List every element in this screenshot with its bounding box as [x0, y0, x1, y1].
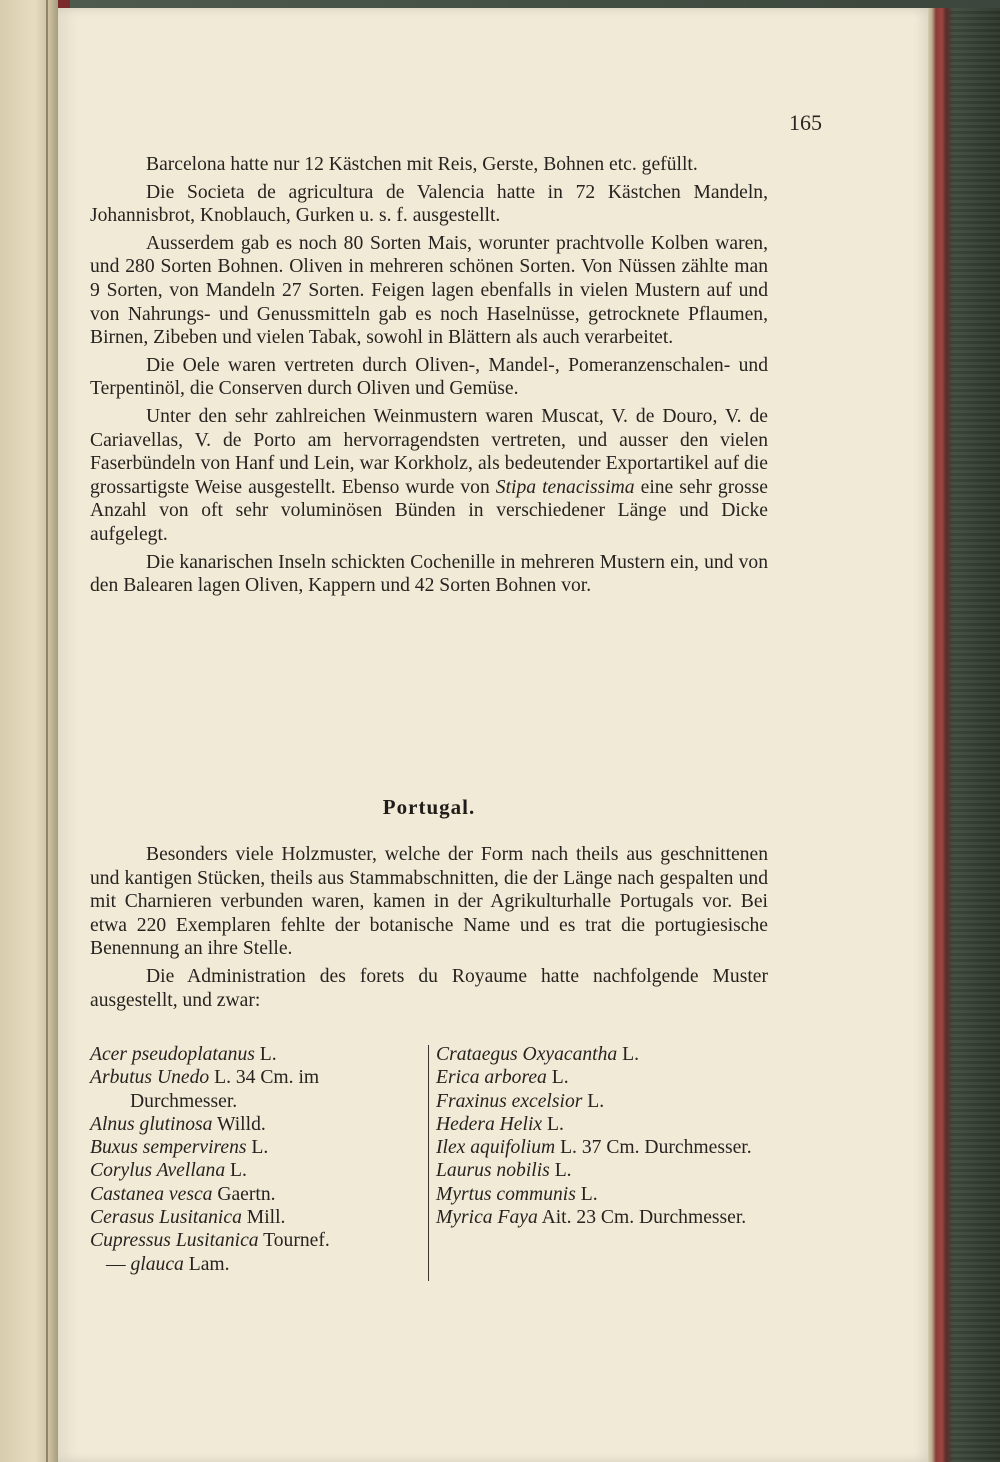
species-entry — [90, 1229, 428, 1252]
species-name: Acer pseudoplatanus — [90, 1044, 255, 1065]
species-entry — [436, 1183, 770, 1206]
species-name: Hedera Helix — [436, 1113, 543, 1135]
body-text — [90, 153, 768, 602]
species-name: Myrtus communis — [436, 1183, 576, 1205]
species-author: L. — [582, 1090, 605, 1112]
species-author: Tournef. — [258, 1230, 330, 1252]
species-entry — [90, 1253, 428, 1276]
species-author: L. — [546, 1067, 569, 1089]
species-name: Erica arborea — [436, 1067, 547, 1089]
section-heading: Portugal. — [382, 795, 476, 819]
species-author: L. — [575, 1183, 598, 1205]
species-entry — [436, 1159, 770, 1182]
species-list — [90, 1043, 770, 1283]
species-name: Fraxinus excelsior — [436, 1090, 583, 1112]
species-name: Cupressus Lusitanica — [90, 1230, 259, 1252]
species-author: L. — [254, 1044, 277, 1065]
paragraph: Barcelona hatte nur 12 Kästchen mit Reis, Gerste, Bohnen etc. gefüllt. — [146, 154, 698, 175]
species-entry — [90, 1136, 428, 1159]
species-author: L. — [225, 1160, 247, 1182]
species-author: L. — [246, 1137, 269, 1159]
paragraph: Die Administration des forets du Royaume hatte nachfolgende Muster ausgestellt, und zwar: — [90, 965, 768, 1011]
page-number: 165 — [789, 110, 822, 135]
species-name: Buxus sempervirens — [90, 1137, 247, 1159]
paragraph: Ausserdem gab es noch 80 Sorten Mais, worunter prachtvolle Kolben waren, und 280 Sorten Bohnen. Oliven in mehreren schönen Sorten. Von Nüssen zählte man 9 Sorten, von Mandeln 27 Sorten. Feigen lagen ebenfalls in vielen Mustern auf und von Nahrungs- und Genussmitteln gab es noch Haselnüsse, getrocknete Pflaumen, Birnen, Zibeben und vielen Tabak, sowohl in Blättern als auch verarbeitet. — [90, 232, 768, 349]
species-author: L. 34 Cm. im Durchmesser. — [130, 1067, 320, 1112]
species-entry — [436, 1090, 770, 1113]
paragraph: Die Societa de agricultura de Valencia hatte in 72 Kästchen Mandeln, Johannisbrot, Knoblauch, Gurken u. s. f. ausgestellt. — [90, 181, 768, 227]
paragraph: Die Oele waren vertreten durch Oliven-, Mandel-, Pomeranzenschalen- und Terpentinöl, die Conserven durch Oliven und Gemüse. — [90, 354, 768, 400]
book-fore-edge — [928, 8, 1000, 1462]
text-run: Unter den sehr zahlreichen Weinmustern waren Muscat, V. de Douro, V. de Cariavellas, V. de Porto am hervorragendsten vertreten, und ausser den vielen Faserbündeln von Hanf und Lein, war Korkholz, als bedeutender Exportartikel auf die grossartigste Weise ausgestellt. Ebenso wurde von — [90, 405, 768, 498]
species-name: Stipa tenacissima — [495, 476, 635, 498]
species-entry — [436, 1113, 770, 1136]
species-name: Crataegus Oxyacantha — [436, 1044, 618, 1065]
species-author: L. 37 Cm. Durchmesser. — [555, 1137, 752, 1159]
book-gutter — [0, 0, 58, 1462]
paragraph: Die kanarischen Inseln schickten Cochenille in mehreren Mustern ein, und von den Balearen lagen Oliven, Kappern und 42 Sorten Bohnen vor. — [90, 551, 768, 597]
species-author: Willd. — [212, 1113, 266, 1135]
species-name: Laurus nobilis — [436, 1160, 550, 1182]
species-name: glauca — [130, 1253, 184, 1275]
species-author: Lam. — [183, 1253, 230, 1275]
species-author: Gaertn. — [212, 1183, 276, 1205]
species-name: Corylus Avellana — [90, 1160, 226, 1182]
paragraph: Besonders viele Holzmuster, welche der Form nach theils aus geschnittenen und kantigen Stücken, theils aus Stammabschnitten, die der Länge nach gespalten und mit Charnieren verbunden waren, kamen in der Agrikulturhalle Portugals vor. Bei etwa 220 Exemplaren fehlte der botanische Name und es trat die portugiesische Benennung an ihre Stelle. — [90, 844, 768, 960]
species-column-right — [436, 1043, 770, 1229]
species-author: Mill. — [241, 1207, 286, 1229]
species-author: L. — [617, 1044, 639, 1065]
species-entry — [436, 1136, 770, 1159]
paragraph — [90, 405, 768, 547]
species-author: L. — [549, 1160, 572, 1182]
book-top-edge — [0, 0, 1000, 8]
species-author: Ait. 23 Cm. Durchmesser. — [537, 1207, 747, 1229]
species-name: Castanea vesca — [90, 1183, 213, 1205]
species-name: Arbutus Unedo — [90, 1067, 210, 1089]
species-entry — [90, 1113, 428, 1136]
species-entry — [90, 1066, 428, 1113]
species-entry — [90, 1183, 428, 1206]
species-entry — [436, 1066, 770, 1089]
species-name: Cerasus Lusitanica — [90, 1207, 242, 1229]
text-run: eine sehr grosse Anzahl von oft sehr voluminösen Bünden in verschiedener Länge und Dicke aufgelegt. — [90, 476, 768, 545]
species-entry — [90, 1043, 428, 1066]
column-divider — [428, 1045, 429, 1281]
species-entry — [436, 1043, 770, 1066]
section-text — [90, 843, 768, 1016]
species-entry — [90, 1206, 428, 1229]
species-column-left — [90, 1043, 428, 1276]
ditto-dash: — — [106, 1253, 131, 1275]
species-entry — [436, 1206, 770, 1229]
species-entry — [90, 1159, 428, 1182]
species-name: Alnus glutinosa — [90, 1113, 213, 1135]
species-name: Ilex aquifolium — [436, 1137, 556, 1159]
species-author: L. — [542, 1113, 564, 1135]
species-name: Myrica Faya — [436, 1207, 538, 1229]
